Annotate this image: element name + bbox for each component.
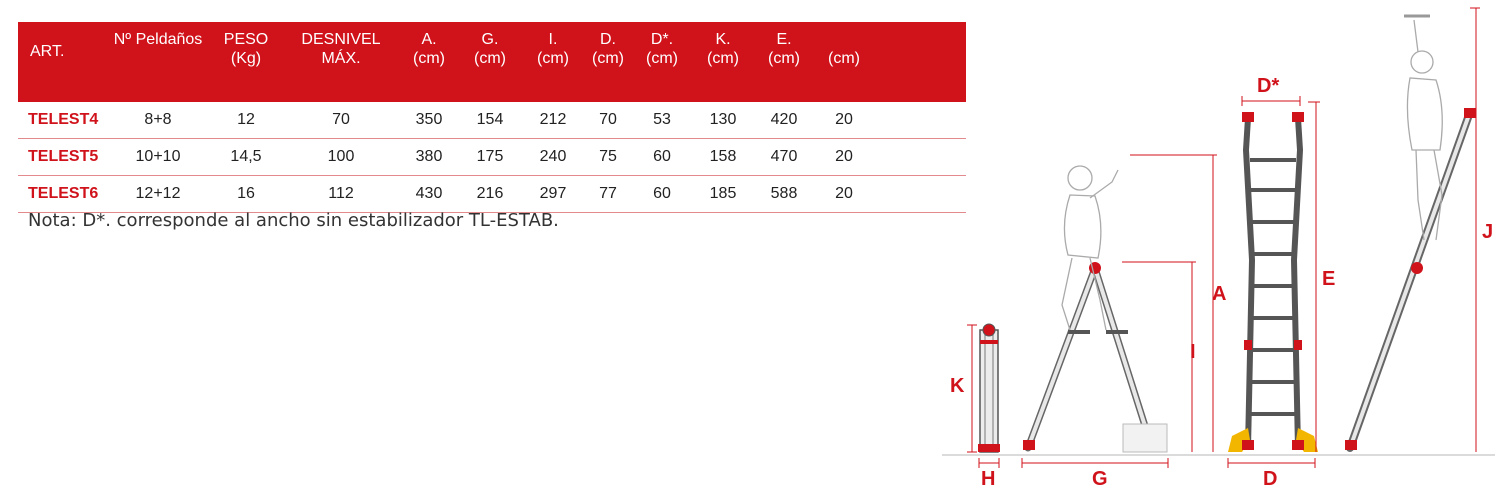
col-header-desnivel: DESNIVEL MÁX. bbox=[301, 31, 381, 67]
dimension-d bbox=[1228, 458, 1315, 468]
col-header-a: A. (cm) bbox=[413, 31, 445, 67]
table-cell: 380 bbox=[400, 139, 458, 176]
cell-art: TELEST5 bbox=[18, 139, 106, 176]
col-header-peso: PESO (Kg) bbox=[223, 31, 269, 67]
table-cell: 70 bbox=[584, 102, 632, 139]
dim-label-a: A bbox=[1212, 283, 1227, 305]
col-header-e: E. (cm) bbox=[768, 31, 800, 67]
table-cell: 10+10 bbox=[106, 139, 210, 176]
table-cell: 240 bbox=[522, 139, 584, 176]
dimension-e bbox=[1308, 102, 1320, 452]
table-cell: 20 bbox=[814, 102, 874, 139]
table-cell: 60 bbox=[632, 176, 692, 213]
table-cell: 70 bbox=[282, 102, 400, 139]
dim-label-e: E bbox=[1322, 268, 1336, 290]
table-cell: 53 bbox=[632, 102, 692, 139]
table-cell: 430 bbox=[400, 176, 458, 213]
leaning-ladder bbox=[1345, 108, 1476, 450]
table-cell: 12+12 bbox=[106, 176, 210, 213]
ladder-illustration bbox=[930, 0, 1500, 496]
dimension-g bbox=[1022, 458, 1168, 468]
table-cell: 216 bbox=[458, 176, 522, 213]
table-cell: 75 bbox=[584, 139, 632, 176]
dim-label-h: H bbox=[981, 468, 996, 490]
table-cell: 130 bbox=[692, 102, 754, 139]
col-header-art: ART. bbox=[30, 43, 65, 60]
col-header-i: I. (cm) bbox=[537, 31, 569, 67]
table-cell: 470 bbox=[754, 139, 814, 176]
table-cell: 212 bbox=[522, 102, 584, 139]
dimension-dstar bbox=[1242, 96, 1300, 106]
table-cell: 154 bbox=[458, 102, 522, 139]
table-cell: 350 bbox=[400, 102, 458, 139]
table-cell: 175 bbox=[458, 139, 522, 176]
dim-label-i: I bbox=[1190, 341, 1196, 363]
col-header-k: K. (cm) bbox=[707, 31, 739, 67]
col-header-extra: (cm) bbox=[828, 50, 860, 67]
dim-label-g: G bbox=[1092, 468, 1108, 490]
step-box bbox=[1123, 424, 1167, 452]
table-cell: 16 bbox=[210, 176, 282, 213]
dim-label-dstar: D* bbox=[1257, 75, 1280, 97]
table-row bbox=[18, 139, 966, 176]
table-cell: 588 bbox=[754, 176, 814, 213]
table-cell: 20 bbox=[814, 139, 874, 176]
dim-label-k: K bbox=[950, 375, 965, 397]
table-cell: 20 bbox=[814, 176, 874, 213]
table-cell: 112 bbox=[282, 176, 400, 213]
cell-art: TELEST6 bbox=[18, 176, 106, 213]
table-cell: 8+8 bbox=[106, 102, 210, 139]
aframe-ladder bbox=[1023, 262, 1159, 450]
table-cell: 14,5 bbox=[210, 139, 282, 176]
dimension-a bbox=[1130, 155, 1217, 452]
table-cell: 158 bbox=[692, 139, 754, 176]
table-cell: 297 bbox=[522, 176, 584, 213]
dim-label-j: J bbox=[1482, 221, 1494, 243]
col-header-g: G. (cm) bbox=[474, 31, 506, 67]
table-cell: 77 bbox=[584, 176, 632, 213]
dimension-h bbox=[979, 458, 999, 468]
dim-label-d: D bbox=[1263, 468, 1278, 490]
table-header-row bbox=[18, 22, 966, 102]
table-row bbox=[18, 102, 966, 139]
col-header-peldanos: Nº Peldaños bbox=[113, 31, 203, 48]
spec-table bbox=[18, 22, 966, 213]
table-cell: 60 bbox=[632, 139, 692, 176]
cell-art: TELEST4 bbox=[18, 102, 106, 139]
table-cell: 185 bbox=[692, 176, 754, 213]
dimension-j bbox=[1470, 8, 1480, 452]
table-cell: 12 bbox=[210, 102, 282, 139]
col-header-d: D. (cm) bbox=[592, 31, 624, 67]
upright-ladder bbox=[1228, 112, 1318, 452]
table-cell: 420 bbox=[754, 102, 814, 139]
dimension-k bbox=[967, 325, 977, 452]
table-row bbox=[18, 176, 966, 213]
table-cell: 100 bbox=[282, 139, 400, 176]
folded-ladder bbox=[978, 324, 1000, 452]
col-header-dstar: D*. (cm) bbox=[646, 31, 678, 67]
note-text: Nota: D*. corresponde al ancho sin estabilizador TL-ESTAB. bbox=[28, 210, 559, 231]
